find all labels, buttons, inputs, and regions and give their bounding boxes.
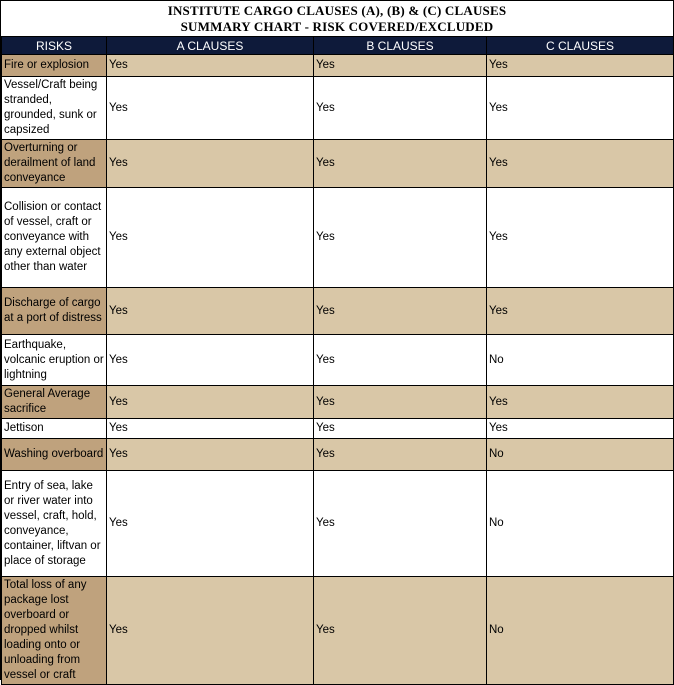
c-clause-cell: No — [487, 471, 674, 577]
b-clause-cell: Yes — [314, 188, 487, 288]
risk-cell: Entry of sea, lake or river water into vessel, craft, hold, conveyance, container, liftvan or place of storage — [2, 471, 107, 577]
a-clause-cell: Yes — [107, 335, 314, 386]
a-clause-cell: Yes — [107, 471, 314, 577]
risk-cell: Jettison — [2, 419, 107, 439]
table-row — [2, 386, 674, 419]
risk-cell: Total loss of any package lost overboard or dropped whilst loading onto or unloading from vessel or craft — [2, 577, 107, 685]
risk-cell: Discharge of cargo at a port of distress — [2, 288, 107, 335]
table-row — [2, 335, 674, 386]
column-header-a-clauses: A CLAUSES — [107, 37, 314, 55]
b-clause-cell: Yes — [314, 386, 487, 419]
a-clause-cell: Yes — [107, 140, 314, 188]
column-header-risks: RISKS — [2, 37, 107, 55]
column-header-b-clauses: B CLAUSES — [314, 37, 487, 55]
c-clause-cell: Yes — [487, 55, 674, 77]
title-line-2: SUMMARY CHART - RISK COVERED/EXCLUDED — [180, 19, 494, 34]
risk-cell: Overturning or derailment of land conveyance — [2, 140, 107, 188]
table-row — [2, 439, 674, 471]
risk-cell: Earthquake, volcanic eruption or lightning — [2, 335, 107, 386]
header-row — [2, 37, 674, 55]
a-clause-cell: Yes — [107, 77, 314, 140]
b-clause-cell: Yes — [314, 471, 487, 577]
c-clause-cell: Yes — [487, 188, 674, 288]
c-clause-cell: No — [487, 439, 674, 471]
b-clause-cell: Yes — [314, 288, 487, 335]
risk-cell: General Average sacrifice — [2, 386, 107, 419]
c-clause-cell: Yes — [487, 386, 674, 419]
risk-cell: Fire or explosion — [2, 55, 107, 77]
table-row — [2, 188, 674, 288]
table-row — [2, 419, 674, 439]
column-header-c-clauses: C CLAUSES — [487, 37, 674, 55]
b-clause-cell: Yes — [314, 55, 487, 77]
b-clause-cell: Yes — [314, 140, 487, 188]
b-clause-cell: Yes — [314, 439, 487, 471]
a-clause-cell: Yes — [107, 419, 314, 439]
c-clause-cell: No — [487, 335, 674, 386]
a-clause-cell: Yes — [107, 188, 314, 288]
c-clause-cell: Yes — [487, 77, 674, 140]
table-row — [2, 577, 674, 685]
a-clause-cell: Yes — [107, 55, 314, 77]
table-row — [2, 55, 674, 77]
b-clause-cell: Yes — [314, 77, 487, 140]
c-clause-cell: Yes — [487, 140, 674, 188]
b-clause-cell: Yes — [314, 419, 487, 439]
table-row — [2, 471, 674, 577]
table-row — [2, 288, 674, 335]
c-clause-cell: Yes — [487, 419, 674, 439]
b-clause-cell: Yes — [314, 335, 487, 386]
title-line-1: INSTITUTE CARGO CLAUSES (A), (B) & (C) CLAUSES — [167, 3, 507, 18]
a-clause-cell: Yes — [107, 439, 314, 471]
table-row — [2, 77, 674, 140]
a-clause-cell: Yes — [107, 288, 314, 335]
a-clause-cell: Yes — [107, 386, 314, 419]
risk-cell: Vessel/Craft being stranded, grounded, sunk or capsized — [2, 77, 107, 140]
title-block — [1, 1, 673, 37]
c-clause-cell: Yes — [487, 288, 674, 335]
risk-cell: Washing overboard — [2, 439, 107, 471]
risk-table — [1, 37, 674, 685]
a-clause-cell: Yes — [107, 577, 314, 685]
b-clause-cell: Yes — [314, 577, 487, 685]
c-clause-cell: No — [487, 577, 674, 685]
table-row — [2, 140, 674, 188]
risk-cell: Collision or contact of vessel, craft or conveyance with any external object other than water — [2, 188, 107, 288]
